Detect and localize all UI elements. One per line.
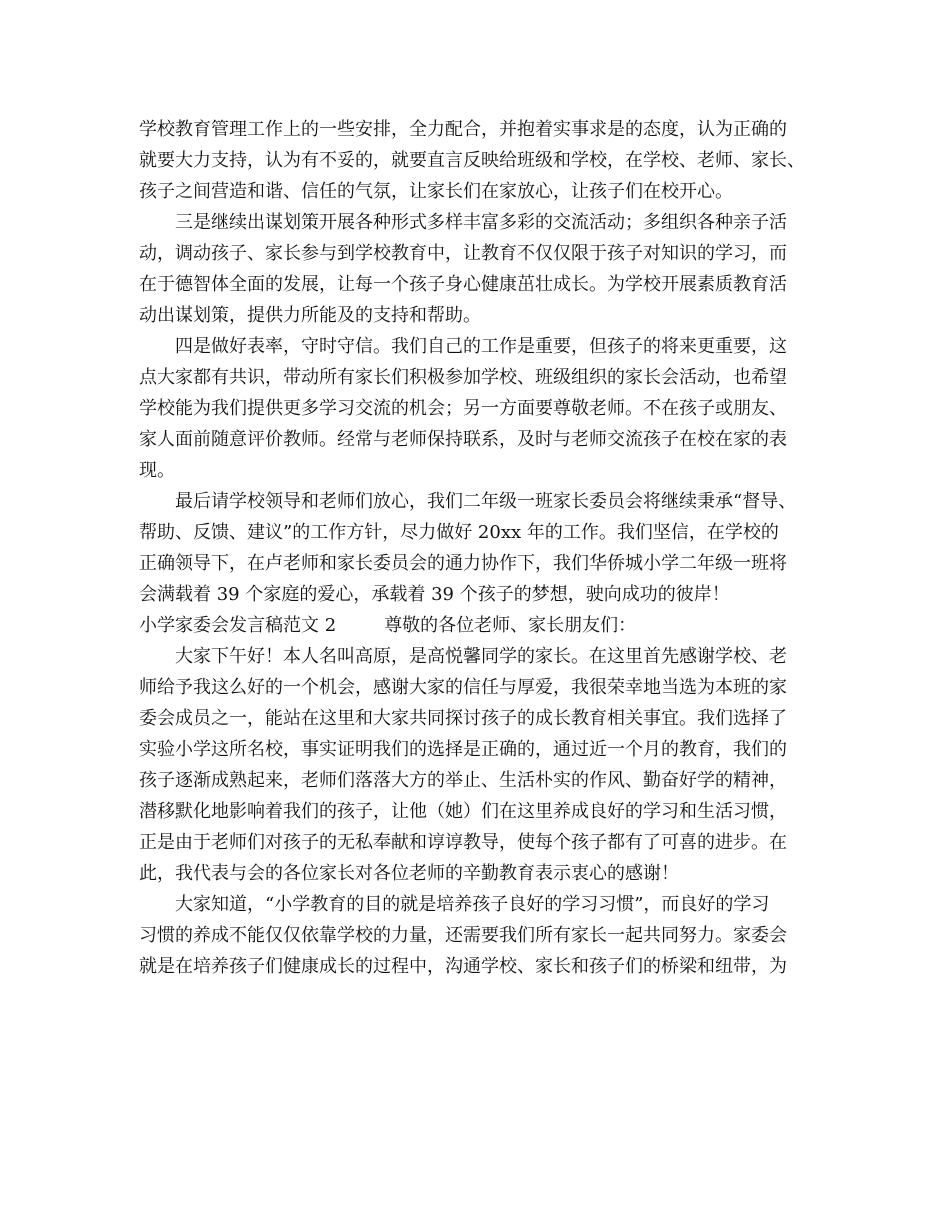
text-line: 大家知道，“小学教育的目的就是培养孩子良好的学习习惯”，而良好的学习 [175, 894, 770, 915]
section-heading [139, 610, 829, 641]
salutation: 尊敬的各位老师、家长朋友们： [384, 615, 637, 636]
text-line: 此，我代表与会的各位家长对各位老师的辛勤教育表示衷心的感谢！ [139, 863, 679, 884]
text-line: 在于德智体全面的发展，让每一个孩子身心健康茁壮成长。为学校开展素质教育活 [139, 274, 787, 295]
text-line: 会满载着 39 个家庭的爱心，承载着 39 个孩子的梦想，驶向成功的彼岸！ [139, 584, 730, 605]
text-line: 孩子之间营造和谐、信任的气氛，让家长们在家放心，让孩子们在校开心。 [139, 181, 733, 202]
text-line: 动出谋划策，提供力所能及的支持和帮助。 [139, 305, 481, 326]
document-body-part-1 [139, 114, 829, 610]
text-line: 最后请学校领导和老师们放心，我们二年级一班家长委员会将继续秉承“督导、 [175, 491, 797, 512]
text-line: 师给予我这么好的一个机会，感谢大家的信任与厚爱，我很荣幸地当选为本班的家 [139, 677, 787, 698]
text-line: 三是继续出谋划策开展各种形式多样丰富多彩的交流活动；多组织各种亲子活 [175, 212, 787, 233]
document-page [139, 114, 829, 982]
text-line: 孩子逐渐成熟起来，老师们落落大方的举止、生活朴实的作风、勤奋好学的精神， [139, 770, 787, 791]
text-line: 家人面前随意评价教师。经常与老师保持联系，及时与老师交流孩子在校在家的表 [139, 429, 787, 450]
text-line: 就要大力支持，认为有不妥的，就要直言反映给班级和学校，在学校、老师、家长、 [139, 150, 805, 171]
text-line: 现。 [139, 460, 175, 481]
text-line: 动，调动孩子、家长参与到学校教育中，让教育不仅仅限于孩子对知识的学习，而 [139, 243, 787, 264]
text-line: 大家下午好！本人名叫高原，是高悦馨同学的家长。在这里首先感谢学校、老 [175, 646, 787, 667]
text-line: 实验小学这所名校，事实证明我们的选择是正确的，通过近一个月的教育，我们的 [139, 739, 787, 760]
text-line: 四是做好表率，守时守信。我们自己的工作是重要，但孩子的将来更重要，这 [175, 336, 787, 357]
text-line: 习惯的养成不能仅仅依靠学校的力量，还需要我们所有家长一起共同努力。家委会 [139, 925, 787, 946]
section-title: 小学家委会发言稿范文 2 [139, 615, 337, 636]
text-line: 正是由于老师们对孩子的无私奉献和谆谆教导，使每个孩子都有了可喜的进步。在 [139, 832, 787, 853]
text-line: 学校能为我们提供更多学习交流的机会；另一方面要尊敬老师。不在孩子或朋友、 [139, 398, 787, 419]
text-line: 学校教育管理工作上的一些安排，全力配合，并抱着实事求是的态度，认为正确的 [139, 119, 787, 140]
text-line: 正确领导下，在卢老师和家长委员会的通力协作下，我们华侨城小学二年级一班将 [139, 553, 787, 574]
text-line: 就是在培养孩子们健康成长的过程中，沟通学校、家长和孩子们的桥梁和纽带，为 [139, 956, 787, 977]
text-line: 潜移默化地影响着我们的孩子，让他（她）们在这里养成良好的学习和生活习惯， [139, 801, 787, 822]
document-body-part-2 [139, 641, 829, 982]
text-line: 帮助、反馈、建议”的工作方针，尽力做好 20xx 年的工作。我们坚信，在学校的 [139, 522, 779, 543]
text-line: 点大家都有共识，带动所有家长们积极参加学校、班级组织的家长会活动，也希望 [139, 367, 787, 388]
text-line: 委会成员之一，能站在这里和大家共同探讨孩子的成长教育相关事宜。我们选择了 [139, 708, 787, 729]
